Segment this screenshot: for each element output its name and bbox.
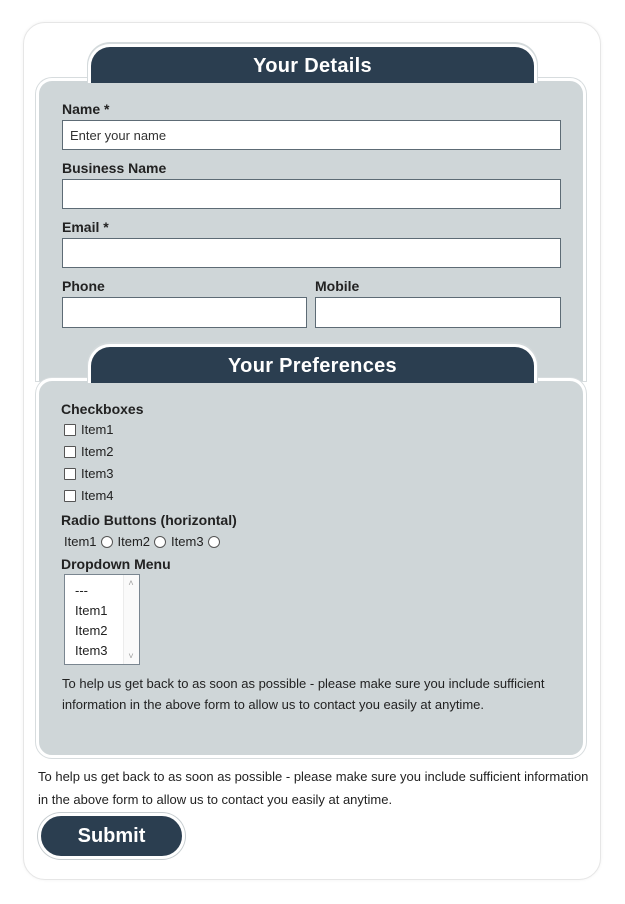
submit-button[interactable]: Submit — [38, 813, 185, 859]
checkbox-label: Item1 — [81, 422, 114, 437]
checkbox[interactable] — [64, 424, 76, 436]
business-name-label: Business Name — [62, 160, 167, 176]
name-input[interactable] — [62, 120, 561, 150]
checkboxes-label: Checkboxes — [61, 401, 144, 417]
mobile-label: Mobile — [315, 278, 360, 294]
radio-button[interactable] — [154, 536, 166, 548]
radio-group — [64, 534, 225, 549]
dropdown-option[interactable]: Item2 — [75, 623, 108, 638]
listbox-scrollbar[interactable] — [123, 575, 139, 664]
radio-button[interactable] — [208, 536, 220, 548]
checkbox-item[interactable] — [64, 488, 114, 503]
preferences-note: To help us get back to as soon as possible - please make sure you include sufficient information in the above form to allow us to contact you easily at anytime. — [62, 676, 545, 712]
details-heading: Your Details — [88, 44, 537, 83]
radio-button[interactable] — [101, 536, 113, 548]
checkbox-label: Item3 — [81, 466, 114, 481]
preferences-heading: Your Preferences — [88, 344, 537, 383]
mobile-input[interactable] — [315, 297, 561, 328]
radio-label: Item2 — [117, 534, 151, 549]
business-name-input[interactable] — [62, 179, 561, 209]
checkbox[interactable] — [64, 446, 76, 458]
radio-label: Item1 — [64, 534, 97, 549]
dropdown-label: Dropdown Menu — [61, 556, 171, 572]
dropdown-option[interactable]: Item1 — [75, 603, 108, 618]
email-label: Email * — [62, 219, 109, 235]
phone-label: Phone — [62, 278, 105, 294]
scroll-up-icon[interactable]: ˄ — [128, 578, 134, 588]
checkbox-item[interactable] — [64, 422, 114, 437]
checkbox-item[interactable] — [64, 444, 114, 459]
name-label: Name * — [62, 101, 110, 117]
footer-note: To help us get back to as soon as possible - please make sure you include sufficient information in the above form to allow us to contact you easily at anytime. — [38, 769, 589, 807]
dropdown-option[interactable]: --- — [75, 583, 88, 598]
radio-label: Item3 — [171, 534, 204, 549]
checkbox-label: Item2 — [81, 444, 114, 459]
checkbox-item[interactable] — [64, 466, 114, 481]
scroll-down-icon[interactable]: ˅ — [128, 651, 134, 661]
dropdown-option[interactable]: Item3 — [75, 643, 108, 658]
email-input[interactable] — [62, 238, 561, 268]
phone-input[interactable] — [62, 297, 307, 328]
checkbox-label: Item4 — [81, 488, 114, 503]
radio-buttons-label: Radio Buttons (horizontal) — [61, 512, 237, 528]
dropdown-listbox[interactable] — [64, 574, 140, 665]
checkbox[interactable] — [64, 468, 76, 480]
checkbox[interactable] — [64, 490, 76, 502]
